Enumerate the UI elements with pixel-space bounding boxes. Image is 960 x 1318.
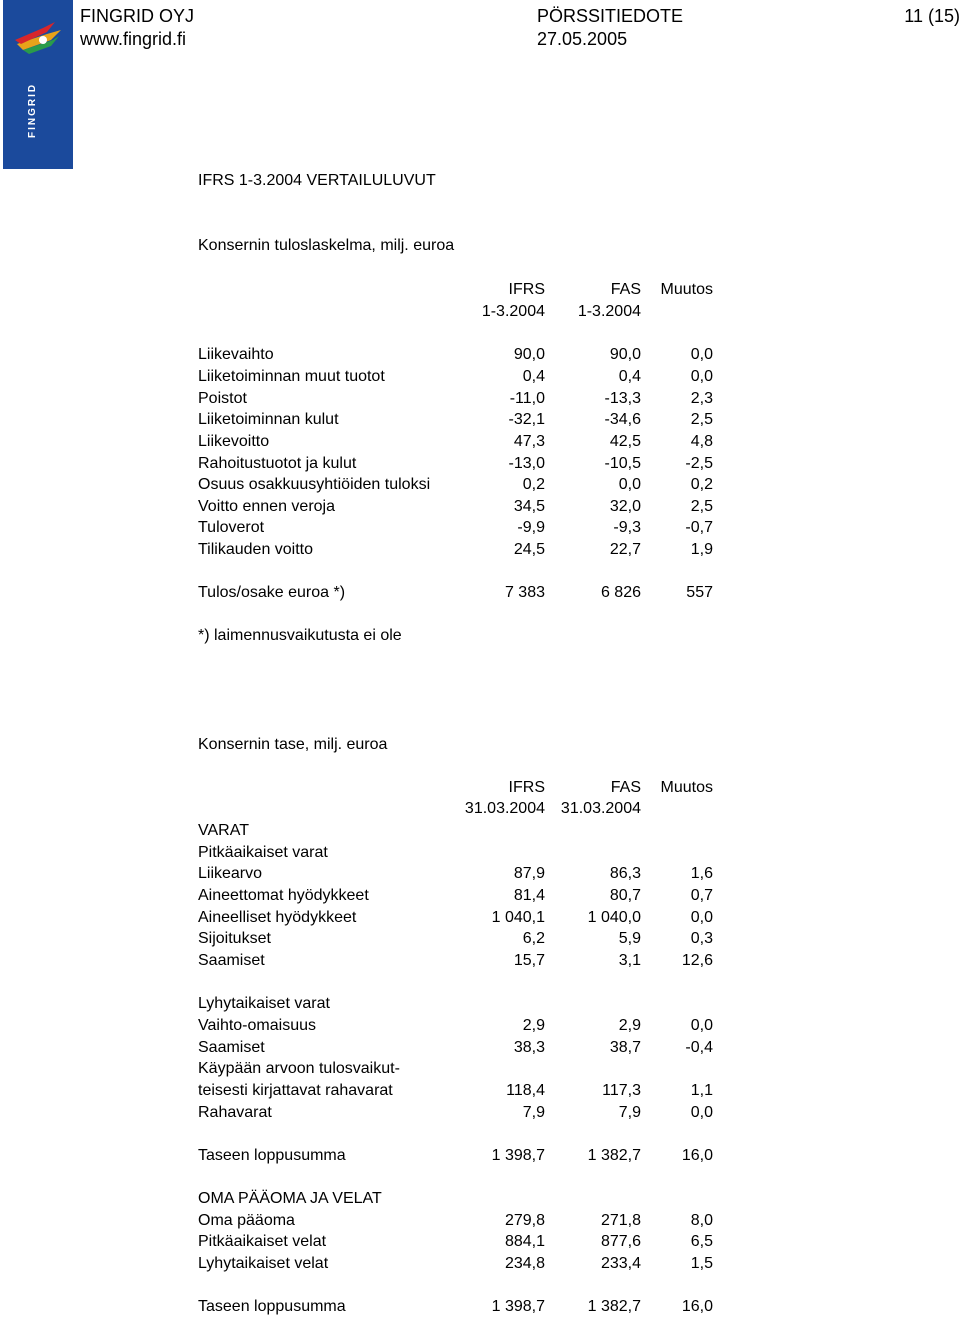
row-label: Rahoitustuotot ja kulut [198,455,357,472]
fas-value: 32,0 [609,498,641,515]
ifrs-value: 6,2 [522,930,545,947]
change-value: 0,0 [690,368,713,385]
row-label: teisesti kirjattavat rahavarat [198,1082,393,1099]
document-date: 27.05.2005 [537,29,628,49]
table-row [198,344,718,366]
fas-value: 877,6 [600,1233,641,1250]
fas-value: 7,9 [618,1104,641,1121]
table-row [198,431,718,453]
fas-value: 1 040,0 [587,909,641,926]
ifrs-value: 87,9 [513,865,545,882]
row-label: Tilikauden voitto [198,541,314,558]
fas-value: 80,7 [609,887,641,904]
change-value: 12,6 [681,952,713,969]
change-value: 16,0 [681,1147,713,1164]
change-value: 0,0 [690,1104,713,1121]
fas-value: -9,3 [613,519,641,536]
ifrs-value: 1 398,7 [491,1147,545,1164]
equity-heading: OMA PÄÄOMA JA VELAT [198,1190,382,1207]
date-fas: 31.03.2004 [560,800,641,817]
fas-value: 271,8 [600,1212,641,1229]
section-title: IFRS 1-3.2004 VERTAILULUVUT [198,172,436,189]
table-row [198,907,718,929]
ifrs-value: 2,9 [522,1017,545,1034]
col-fas-header: FAS [610,281,641,298]
ifrs-value: 7 383 [504,584,545,601]
row-label: Vaihto-omaisuus [198,1017,316,1034]
ifrs-value: -32,1 [508,411,545,428]
ifrs-value: 38,3 [513,1039,545,1056]
row-label: Saamiset [198,1039,265,1056]
table-row [198,1102,718,1124]
ifrs-value: 81,4 [513,887,545,904]
fas-value: 0,0 [618,476,641,493]
change-value: 0,7 [690,887,713,904]
ifrs-value: 0,4 [522,368,545,385]
noncurrent-heading: Pitkäaikaiset varat [198,844,328,861]
row-label: Taseen loppusumma [198,1298,346,1315]
ifrs-value: 24,5 [513,541,545,558]
ifrs-value: -9,9 [517,519,545,536]
period-ifrs: 1-3.2004 [481,303,545,320]
change-value: 8,0 [690,1212,713,1229]
change-value: 4,8 [690,433,713,450]
website-link[interactable]: www.fingrid.fi [80,29,187,49]
table-row [198,928,718,950]
change-value: 1,9 [690,541,713,558]
ifrs-value: 234,8 [504,1255,545,1272]
page-number: 11 (15) [904,6,960,26]
row-label: Saamiset [198,952,265,969]
table-row [198,388,718,410]
change-value: 2,5 [690,498,713,515]
fas-value: 22,7 [609,541,641,558]
income-title: Konsernin tuloslaskelma, milj. euroa [198,237,455,254]
change-value: 2,5 [690,411,713,428]
row-label: Osuus osakkuusyhtiöiden tuloksi [198,476,431,493]
table-row [198,1037,718,1059]
ifrs-value: -13,0 [508,455,545,472]
row-label: Liikevoitto [198,433,270,450]
assets-heading: VARAT [198,822,249,839]
row-label: Rahavarat [198,1104,272,1121]
row-label: Poistot [198,390,247,407]
row-label: Pitkäaikaiset velat [198,1233,327,1250]
fas-value: 86,3 [609,865,641,882]
logo-mark [3,0,73,169]
period-fas: 1-3.2004 [577,303,641,320]
change-value: 1,6 [690,865,713,882]
fair-value-label-line1: Käypään arvoon tulosvaikut- [198,1060,400,1077]
ifrs-value: 15,7 [513,952,545,969]
row-label: Liikearvo [198,865,263,882]
table-row [198,474,718,496]
fas-value: 1 382,7 [587,1147,641,1164]
change-value: 1,1 [690,1082,713,1099]
table-row [198,885,718,907]
table-row [198,1080,718,1102]
ifrs-value: -11,0 [509,390,545,407]
row-label: Taseen loppusumma [198,1147,346,1164]
total-liabilities-row [198,1296,718,1318]
fas-value: 90,0 [609,346,641,363]
table-row [198,1231,718,1253]
change-value: 557 [686,584,713,601]
ifrs-value: 1 040,1 [491,909,545,926]
balance-column-headers [198,777,718,799]
fas-value: 0,4 [618,368,641,385]
fas-value: 1 382,7 [587,1298,641,1315]
fas-value: -13,3 [604,390,641,407]
balance-date-headers [198,798,718,820]
col-fas-header: FAS [610,779,641,796]
change-value: 16,0 [681,1298,713,1315]
row-label: Liiketoiminnan muut tuotot [198,368,385,385]
table-row [198,539,718,561]
table-row [198,366,718,388]
fas-value: 5,9 [618,930,641,947]
fas-value: 233,4 [600,1255,641,1272]
change-value: 0,3 [690,930,713,947]
fas-value: -34,6 [604,411,641,428]
table-row [198,453,718,475]
change-value: -0,7 [685,519,713,536]
ifrs-value: 0,2 [522,476,545,493]
change-value: -0,4 [685,1039,713,1056]
fas-value: 117,3 [602,1082,641,1099]
table-row [198,496,718,518]
fas-value: 42,5 [609,433,641,450]
row-label: Aineelliset hyödykkeet [198,909,357,926]
footnote: *) laimennusvaikutusta ei ole [198,627,402,644]
change-value: 0,0 [690,346,713,363]
ifrs-value: 1 398,7 [491,1298,545,1315]
row-label: Tuloverot [198,519,265,536]
row-label: Lyhytaikaiset velat [198,1255,329,1272]
ifrs-value: 884,1 [504,1233,545,1250]
change-value: 1,5 [690,1255,713,1272]
col-ifrs-header: IFRS [508,281,545,298]
company-name: FINGRID OYJ [80,6,195,26]
balance-title: Konsernin tase, milj. euroa [198,736,388,753]
table-row [198,950,718,972]
fas-value: 6 826 [600,584,641,601]
row-label: Voitto ennen veroja [198,498,335,515]
fas-value: 38,7 [609,1039,641,1056]
table-row [198,863,718,885]
change-value: 2,3 [690,390,713,407]
date-ifrs: 31.03.2004 [464,800,545,817]
row-label: Liikevaihto [198,346,274,363]
change-value: -2,5 [685,455,713,472]
ifrs-value: 90,0 [513,346,545,363]
ifrs-value: 118,4 [506,1082,545,1099]
ifrs-value: 34,5 [513,498,545,515]
change-value: 0,2 [690,476,713,493]
fingrid-logo [3,0,73,169]
col-change-header: Muutos [660,281,713,298]
income-period-headers [198,301,718,323]
table-row [198,517,718,539]
current-heading: Lyhytaikaiset varat [198,995,330,1012]
change-value: 0,0 [690,1017,713,1034]
row-label: Oma pääoma [198,1212,295,1229]
table-row [198,409,718,431]
ifrs-value: 279,8 [504,1212,545,1229]
document-type: PÖRSSITIEDOTE [537,6,684,26]
change-value: 0,0 [690,909,713,926]
row-label: Liiketoiminnan kulut [198,411,339,428]
total-assets-row [198,1145,718,1167]
fas-value: -10,5 [604,455,641,472]
ifrs-value: 7,9 [522,1104,545,1121]
col-ifrs-header: IFRS [508,779,545,796]
col-change-header: Muutos [660,779,713,796]
row-label: Sijoitukset [198,930,271,947]
table-row [198,1210,718,1232]
change-value: 6,5 [690,1233,713,1250]
table-row [198,1253,718,1275]
logo-text: FINGRID [27,82,38,138]
fas-value: 3,1 [618,952,641,969]
eps-row [198,582,718,604]
fas-value: 2,9 [618,1017,641,1034]
table-row [198,1015,718,1037]
row-label: Tulos/osake euroa *) [198,584,346,601]
income-column-headers [198,279,718,301]
ifrs-value: 47,3 [513,433,545,450]
row-label: Aineettomat hyödykkeet [198,887,369,904]
